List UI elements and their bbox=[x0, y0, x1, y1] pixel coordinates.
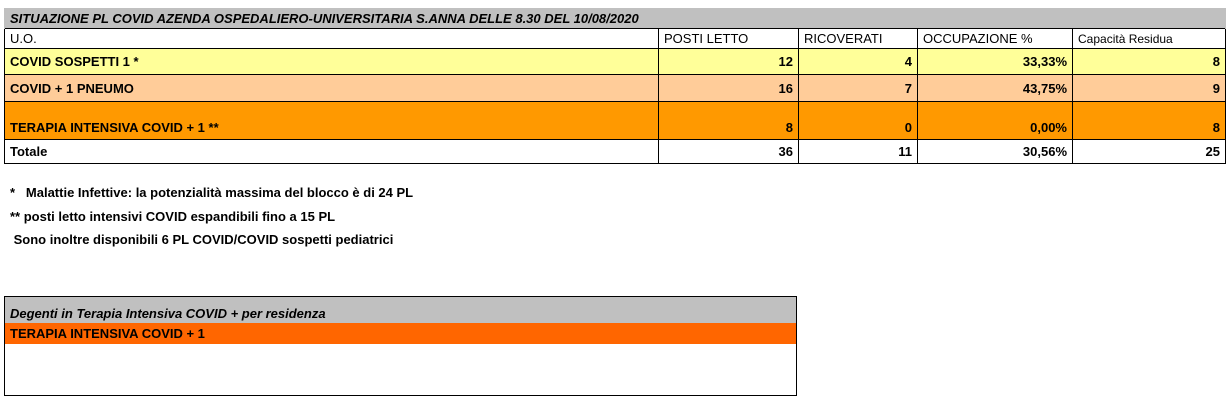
total-posti-letto-cell: 36 bbox=[659, 140, 799, 164]
table-row bbox=[5, 75, 1226, 102]
covid-beds-table bbox=[4, 8, 1226, 164]
capacita-cell: 8 bbox=[1073, 102, 1226, 140]
total-row bbox=[5, 140, 1226, 164]
column-header-capacita: Capacità Residua bbox=[1073, 29, 1226, 49]
footnote: Sono inoltre disponibili 6 PL COVID/COVID sospetti pediatrici bbox=[10, 232, 394, 247]
total-ricoverati-cell: 11 bbox=[799, 140, 918, 164]
posti-letto-cell: 16 bbox=[659, 75, 799, 102]
column-header-posti-letto: POSTI LETTO bbox=[659, 29, 799, 49]
table-title: SITUAZIONE PL COVID AZENDA OSPEDALIERO-UNIVERSITARIA S.ANNA DELLE 8.30 DEL 10/08/2020 bbox=[5, 8, 1226, 29]
occupazione-cell: 33,33% bbox=[918, 49, 1073, 75]
total-capacita-cell: 25 bbox=[1073, 140, 1226, 164]
total-label-cell: Totale bbox=[5, 140, 659, 164]
column-header-occupazione: OCCUPAZIONE % bbox=[918, 29, 1073, 49]
occupazione-cell: 43,75% bbox=[918, 75, 1073, 102]
footnotes bbox=[10, 181, 413, 252]
capacita-cell: 8 bbox=[1073, 49, 1226, 75]
capacita-cell: 9 bbox=[1073, 75, 1226, 102]
table-title-row bbox=[5, 8, 1226, 29]
total-occupazione-cell: 30,56% bbox=[918, 140, 1073, 164]
residence-table bbox=[4, 296, 797, 396]
ricoverati-cell: 7 bbox=[799, 75, 918, 102]
posti-letto-cell: 8 bbox=[659, 102, 799, 140]
table-row bbox=[5, 102, 1226, 140]
column-header-ricoverati: RICOVERATI bbox=[799, 29, 918, 49]
table-row bbox=[5, 49, 1226, 75]
column-header-uo: U.O. bbox=[5, 29, 659, 49]
ricoverati-cell: 4 bbox=[799, 49, 918, 75]
posti-letto-cell: 12 bbox=[659, 49, 799, 75]
column-header-row bbox=[5, 29, 1226, 49]
footnote: * Malattie Infettive: la potenzialità massima del blocco è di 24 PL bbox=[10, 185, 414, 200]
row-name-cell: COVID SOSPETTI 1 * bbox=[5, 49, 659, 75]
ricoverati-cell: 0 bbox=[799, 102, 918, 140]
residence-table-row: TERAPIA INTENSIVA COVID + 1 bbox=[5, 323, 796, 344]
occupazione-cell: 0,00% bbox=[918, 102, 1073, 140]
footnote: ** posti letto intensivi COVID espandibili fino a 15 PL bbox=[10, 208, 336, 224]
residence-table-title: Degenti in Terapia Intensiva COVID + per residenza bbox=[5, 297, 796, 323]
row-name-cell: TERAPIA INTENSIVA COVID + 1 ** bbox=[5, 102, 659, 140]
row-name-cell: COVID + 1 PNEUMO bbox=[5, 75, 659, 102]
